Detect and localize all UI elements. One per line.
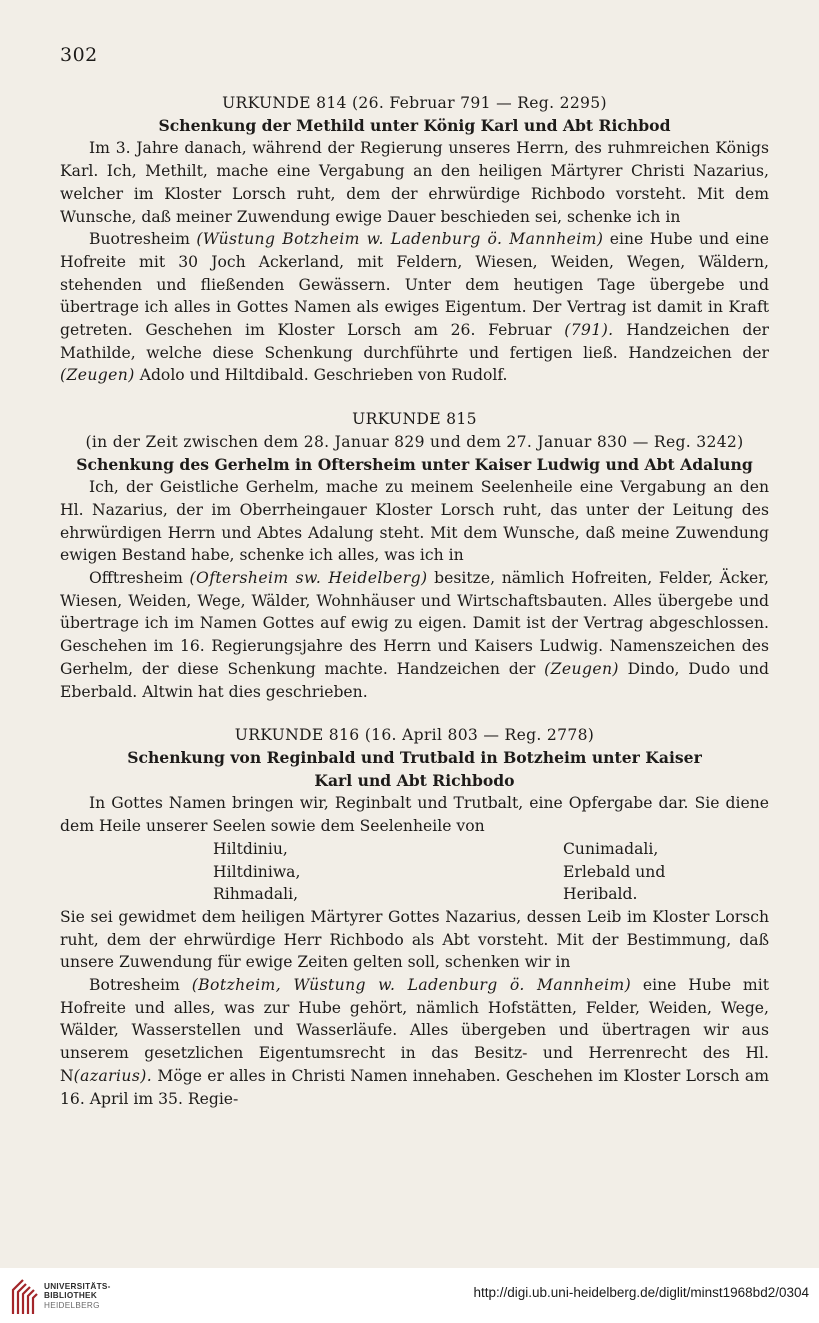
library-name-line-1: UNIVERSITÄTS- xyxy=(44,1282,111,1291)
names-list xyxy=(213,838,769,906)
name-entry: Hiltdiniu, xyxy=(213,839,288,858)
charter-816-heading: URKUNDE 816 (16. April 803 — Reg. 2778) xyxy=(234,726,595,745)
name-entry: Cunimadali, xyxy=(563,839,659,858)
source-url-link[interactable]: http://digi.ub.uni-heidelberg.de/diglit/minst1968bd2/0304 xyxy=(473,1285,809,1300)
page-number: 302 xyxy=(60,44,98,66)
library-name-line-3: HEIDELBERG xyxy=(44,1300,100,1310)
charter-815-heading: URKUNDE 815 xyxy=(352,410,477,429)
charter-816-paragraph-1: In Gottes Namen bringen wir, Reginbalt und Trutbalt, eine Opfergabe dar. Sie diene dem Heile unserer Seelen sowie dem Seelenheile von xyxy=(60,794,769,836)
library-name xyxy=(44,1282,111,1310)
charter-815-paragraph-1: Ich, der Geistliche Gerhelm, mache zu meinem Seelenheile eine Vergabung an den Hl. Nazarius, der im Oberrheingauer Kloster Lorsch ruht, das unter der Leitung des ehrwürdigen Herrn und Abtes Adalung steht. Mit dem Wunsche, daß meine Zuwendung ewigen Bestand habe, schenke ich alles, was ich in xyxy=(60,478,769,565)
charter-816-paragraph-2: Sie sei gewidmet dem heiligen Märtyrer Gottes Nazarius, dessen Leib im Kloster Lorsch ruht, dem der ehrwürdige Herr Richbodo als Abt vorsteht. Mit der Bestimmung, daß unsere Zuwendung für ewige Zeiten gelten soll, schenken wir in xyxy=(60,907,769,972)
name-entry: Erlebald und xyxy=(563,862,666,881)
charter-815-title: Schenkung des Gerhelm in Oftersheim unter Kaiser Ludwig und Abt Adalung xyxy=(76,454,753,474)
charter-814-paragraph-2: Buotresheim (Wüstung Botzheim w. Ladenburg ö. Mannheim) eine Hube und eine Hofreite mit 30 Joch Ackerland, mit Feldern, Wiesen, Weiden, Wegen, Wäldern, stehenden und fließenden Gewässern. Unter dem heutigen Tage übergebe und übertrage ich alles in Gottes Namen als ewiges Eigentum. Der Vertrag ist damit in Kraft getreten. Geschehen im Kloster Lorsch am 26. Februar (791). Handzeichen der Mathilde, welche diese Schenkung durchführte und fertigen ließ. Handzeichen der (Zeugen) Adolo und Hiltdibald. Geschrieben von Rudolf. xyxy=(60,230,769,385)
name-entry: Hiltdiniwa, xyxy=(213,862,301,881)
charter-816-paragraph-3: Botresheim (Botzheim, Wüstung w. Ladenburg ö. Mannheim) eine Hube mit Hofreite und alles, was zur Hube gehört, nämlich Hofstätten, Felder, Weiden, Wege, Wälder, Wasserstellen und Wasserläufe. Alles übergeben und übertragen wir aus unserem gesetzlichen Eigentumsrecht in das Besitz- und Herrenrecht des Hl. N(azarius). Möge er alles in Christi Namen innehaben. Geschehen im Kloster Lorsch am 16. April im 35. Regie- xyxy=(60,976,769,1108)
name-entry: Heribald. xyxy=(563,885,638,904)
charter-815-paragraph-2: Offtresheim (Oftersheim sw. Heidelberg) besitze, nämlich Hofreiten, Felder, Äcker, Wiesen, Weiden, Wege, Wälder, Wohnhäuser und Wirtschaftsbauten. Alles übergebe und übertrage ich im Namen Gottes auf ewig zu eigen. Damit ist der Vertrag abgeschlossen. Geschehen im 16. Regierungsjahre des Herrn und Kaisers Ludwig. Namenszeichen des Gerhelm, der diese Schenkung machte. Handzeichen der (Zeugen) Dindo, Dudo und Eberbald. Altwin hat dies geschrieben. xyxy=(60,569,770,701)
name-entry: Rihmadali, xyxy=(213,885,299,904)
library-logo-icon xyxy=(9,1278,39,1316)
charter-816-title-line-1: Schenkung von Reginbald und Trutbald in Botzheim unter Kaiser xyxy=(127,747,702,767)
library-name-line-2: BIBLIOTHEK xyxy=(44,1291,98,1301)
charter-814-heading: URKUNDE 814 (26. Februar 791 — Reg. 2295) xyxy=(222,94,607,112)
charter-814-title: Schenkung der Methild unter König Karl und Abt Richbod xyxy=(158,115,671,135)
charter-816-title-line-2: Karl und Abt Richbodo xyxy=(314,770,515,790)
charter-814-paragraph-1: Im 3. Jahre danach, während der Regierung unseres Herrn, des ruhmreichen Königs Karl. Ich, Methilt, mache eine Vergabung an den heiligen Märtyrer Christi Nazarius, welcher im Kloster Lorsch ruht, dem der ehrwürdige Richbodo vorsteht. Mit dem Wunsche, daß meiner Zuwendung ewige Dauer beschieden sei, schenke ich in xyxy=(60,139,769,226)
charter-815-date: (in der Zeit zwischen dem 28. Januar 829 und dem 27. Januar 830 — Reg. 3242) xyxy=(85,432,744,451)
page-body xyxy=(60,92,769,1110)
